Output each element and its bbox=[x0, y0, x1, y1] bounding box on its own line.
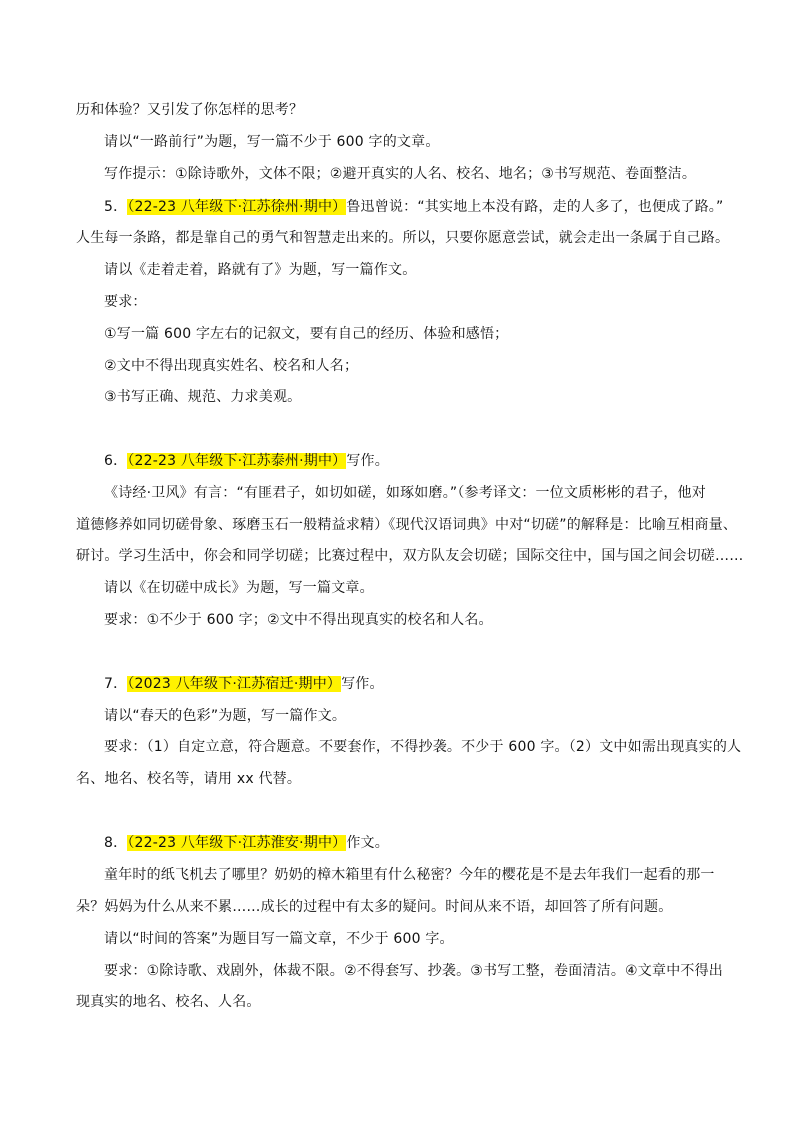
question-text: 鲁迅曾说：“其实地上本没有路，走的人多了，也便成了路。” bbox=[346, 199, 724, 215]
source-tag: （22-23 八年级下·江苏徐州·期中） bbox=[127, 199, 347, 215]
text-line: 要求：①不少于 600 字；②文中不得出现真实的校名和人名。 bbox=[104, 612, 493, 628]
source-tag: （2023 八年级下·江苏宿迁·期中） bbox=[127, 676, 342, 692]
text-line: 要求：（1）自定立意，符合题意。不要套作，不得抄袭。不少于 600 字。（2）文中如需出现真实的人 bbox=[104, 739, 742, 755]
question-text: 写作。 bbox=[341, 676, 384, 692]
question-5-heading bbox=[104, 197, 726, 217]
question-number: 5． bbox=[104, 199, 128, 215]
text-line: 人生每一条路，都是靠自己的勇气和智慧走出来的。所以，只要你愿意尝试，就会走出一条属于自己路。 bbox=[76, 230, 730, 246]
text-line: ③书写正确、规范、力求美观。 bbox=[104, 389, 302, 405]
text-line: 童年时的纸飞机去了哪里？奶奶的樟木箱里有什么秘密？今年的樱花是不是去年我们一起看的那一 bbox=[104, 867, 715, 883]
text-line: 历和体验？又引发了你怎样的思考？ bbox=[76, 102, 304, 118]
text-line: 《诗经·卫风》有言：“有匪君子，如切如磋，如琢如磨。”（参考译文：一位文质彬彬的君子，他对 bbox=[104, 485, 706, 501]
question-6-heading bbox=[104, 451, 726, 471]
text-line: 请以“时间的答案”为题目写一篇文章，不少于 600 字。 bbox=[104, 931, 454, 947]
text-line: ①写一篇 600 字左右的记叙文，要有自己的经历、体验和感悟； bbox=[104, 326, 509, 342]
text-line: 道德修养如同切磋骨象、琢磨玉石一般精益求精）《现代汉语词典》中对“切磋”的解释是：比喻互相商量、 bbox=[76, 517, 738, 533]
source-tag: （22-23 八年级下·江苏泰州·期中） bbox=[127, 453, 347, 469]
text-line: 要求：①除诗歌、戏剧外，体裁不限。②不得套写、抄袭。③书写工整，卷面清洁。④文章中不得出 bbox=[104, 963, 724, 979]
question-text: 作文。 bbox=[346, 835, 389, 851]
question-7-heading bbox=[104, 674, 726, 694]
text-line: 请以“春天的色彩”为题，写一篇作文。 bbox=[104, 708, 347, 724]
text-line: ②文中不得出现真实姓名、校名和人名； bbox=[104, 358, 359, 374]
question-number: 6． bbox=[104, 453, 128, 469]
text-line: 研讨。学习生活中，你会和同学切磋；比赛过程中，双方队友会切磋；国际交往中，国与国之间会切磋…… bbox=[76, 548, 744, 564]
question-number: 8． bbox=[104, 835, 128, 851]
text-line: 现真实的地名、校名、人名。 bbox=[76, 994, 261, 1010]
text-line: 请以《在切磋中成长》为题，写一篇文章。 bbox=[104, 580, 374, 596]
text-line: 写作提示：①除诗歌外，文体不限；②避开真实的人名、校名、地名；③书写规范、卷面整洁。 bbox=[104, 166, 697, 182]
question-8-heading bbox=[104, 833, 726, 853]
text-line: 名、地名、校名等，请用 xx 代替。 bbox=[76, 771, 302, 787]
text-line: 朵？妈妈为什么从来不累……成长的过程中有太多的疑问。时间从来不语，却回答了所有问题。 bbox=[76, 899, 673, 915]
text-line: 请以《走着走着，路就有了》为题，写一篇作文。 bbox=[104, 262, 417, 278]
question-number: 7． bbox=[104, 676, 128, 692]
text-line: 要求： bbox=[104, 294, 147, 310]
question-text: 写作。 bbox=[346, 453, 389, 469]
text-line: 请以“一路前行”为题，写一篇不少于 600 字的文章。 bbox=[104, 134, 440, 150]
source-tag: （22-23 八年级下·江苏淮安·期中） bbox=[127, 835, 347, 851]
